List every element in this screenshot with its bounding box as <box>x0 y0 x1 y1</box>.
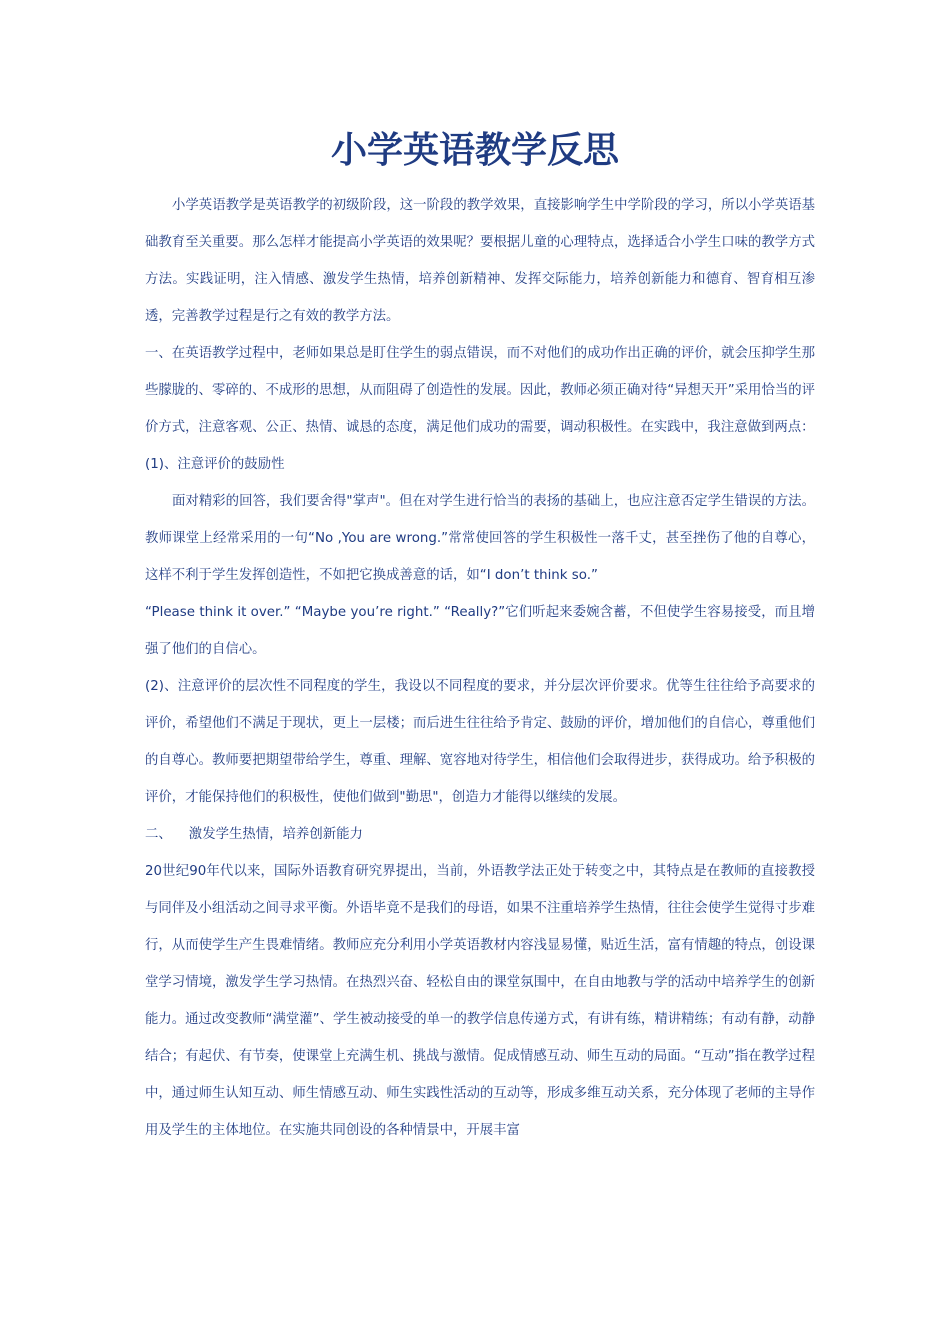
encouragement-paragraph-continued: “Please think it over.” “Maybe you’re right.” “Really?”它们听起来委婉含蓄，不但使学生容易接受，而且增强了他们的自信心。 <box>145 605 815 657</box>
document-body <box>145 187 815 1149</box>
section-one-paragraph: 一、在英语教学过程中，老师如果总是盯住学生的弱点错误，而不对他们的成功作出正确的评价，就会压抑学生那些朦胧的、零碎的、不成形的思想，从而阻碍了创造性的发展。因此，教师必须正确对待“异想天开”采用恰当的评价方式，注意客观、公正、热情、诚恳的态度，满足他们成功的需要，调动积极性。在实践中，我注意做到两点： <box>145 346 816 435</box>
section-two-heading: 二、 激发学生热情，培养创新能力 <box>145 827 363 842</box>
levels-paragraph: (2)、注意评价的层次性不同程度的学生，我设以不同程度的要求，并分层次评价要求。优等生往往给予高要求的评价，希望他们不满足于现状，更上一层楼；而后进生往往给予肯定、鼓励的评价，增加他们的自信心，尊重他们的自尊心。教师要把期望带给学生，尊重、理解、宽容地对待学生，相信他们会取得进步，获得成功。给予积极的评价，才能保持他们的积极性，使他们做到"勤思"，创造力才能得以继续的发展。 <box>145 679 815 805</box>
intro-paragraph: 小学英语教学是英语教学的初级阶段，这一阶段的教学效果，直接影响学生中学阶段的学习，所以小学英语基础教育至关重要。那么怎样才能提高小学英语的效果呢？要根据儿童的心理特点，选择适合小学生口味的教学方式方法。实践证明，注入情感、激发学生热情，培养创新精神、发挥交际能力，培养创新能力和德育、智育相互渗透，完善教学过程是行之有效的教学方法。 <box>145 198 815 324</box>
subheading-encouragement: (1)、注意评价的鼓励性 <box>145 457 285 472</box>
section-two-paragraph: 20世纪90年代以来，国际外语教育研究界提出，当前，外语教学法正处于转变之中，其特点是在教师的直接教授与同伴及小组活动之间寻求平衡。外语毕竟不是我们的母语，如果不注重培养学生热情，往往会使学生觉得寸步难行，从而使学生产生畏难情绪。教师应充分利用小学英语教材内容浅显易懂，贴近生活，富有情趣的特点，创设课堂学习情境，激发学生学习热情。在热烈兴奋、轻松自由的课堂氛围中，在自由地教与学的活动中培养学生的创新能力。通过改变教师“满堂灌”、学生被动接受的单一的教学信息传递方式，有讲有练，精讲精练；有动有静，动静结合；有起伏、有节奏，使课堂上充满生机、挑战与激情。促成情感互动、师生互动的局面。“互动”指在教学过程中，通过师生认知互动、师生情感互动、师生实践性活动的互动等，形成多维互动关系，充分体现了老师的主导作用及学生的主体地位。在实施共同创设的各种情景中，开展丰富 <box>145 864 816 1138</box>
document-title: 小学英语教学反思 <box>330 129 619 171</box>
encouragement-paragraph: 面对精彩的回答，我们要舍得"掌声"。但在对学生进行恰当的表扬的基础上，也应注意否定学生错误的方法。教师课堂上经常采用的一句“No ,You are wrong.”常常使回答的学生积极性一落千丈，甚至挫伤了他的自尊心，这样不利于学生发挥创造性，不如把它换成善意的话，如“I don’t think so.” <box>145 494 815 583</box>
